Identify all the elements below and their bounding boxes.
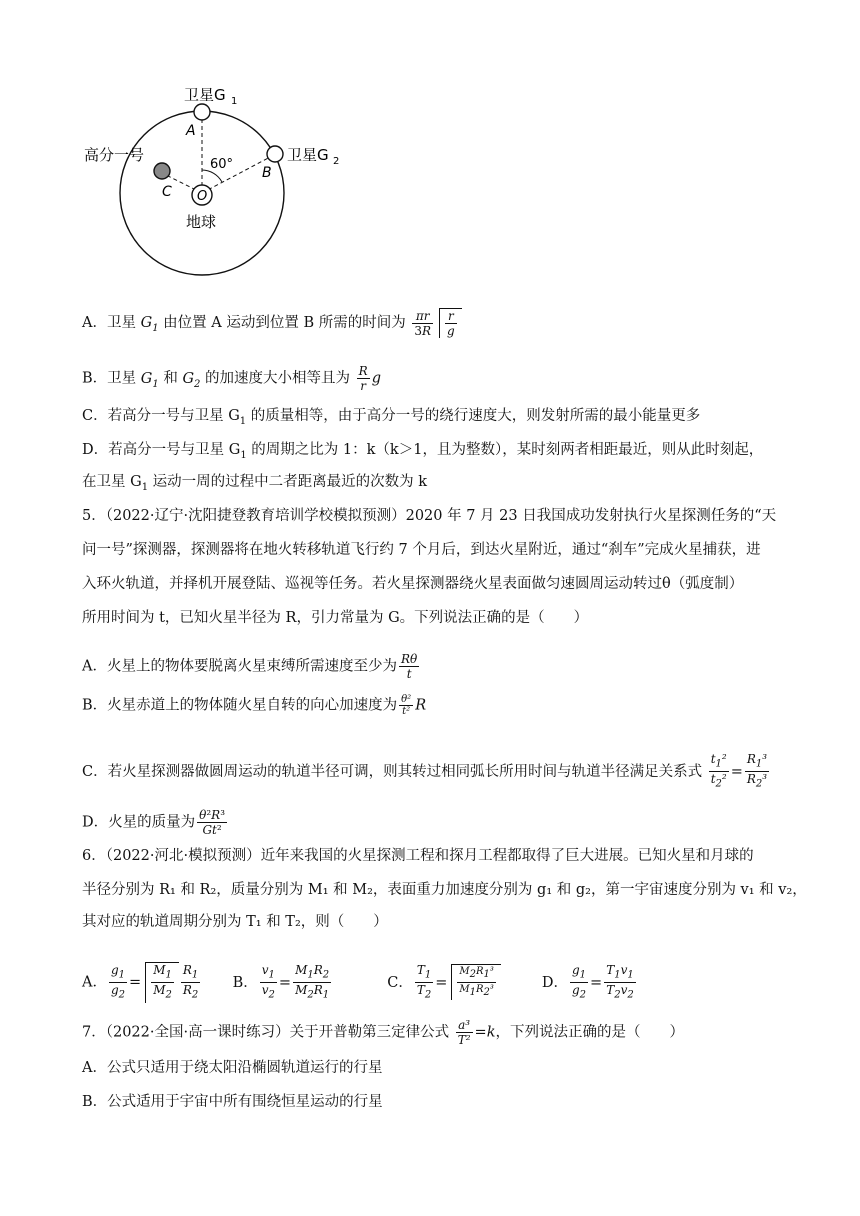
q4-option-a: A．卫星 $G_1$ 由位置 A 运动到位置 B 所需的时间为 $\frac{\pi r}{3R}$ $\frac{r}{g}$: [82, 308, 462, 339]
q6-option-c: C． $\frac{T_1}{T_2}$ = $\frac{M_2R_1^3}{M_1R_2^3}$: [387, 963, 537, 1003]
q5-line-1: 5．（2022·辽宁·沈阳捷登教育培训学校模拟预测）2020 年 7 月 23 日我国成功发射执行火星探测任务的“天: [82, 508, 777, 524]
q6-line-1: 6．（2022·河北·模拟预测）近年来我国的火星探测工程和探月工程都取得了巨大进展。已知火星和月球的: [82, 848, 754, 864]
q5-option-b: B．火星赤道上的物体随火星自转的向心加速度为 $\frac{\text{θ²}}{\text{t²}}$ R: [82, 694, 427, 717]
label-g1: 卫星G: [184, 86, 226, 104]
label-a: A: [186, 123, 196, 139]
q6-line-2: 半径分别为 R₁ 和 R₂，质量分别为 M₁ 和 M₂，表面重力加速度分别为 g₁ 和 g₂，第一宇宙速度分别为 v₁ 和 v₂，: [82, 882, 807, 898]
satellite-g1: [194, 104, 210, 120]
q5-line-4: 所用时间为 t，已知火星半径为 R，引力常量为 G。下列说法正确的是（ ）: [82, 610, 589, 626]
label-o: O: [197, 189, 208, 204]
formula-fraction: $\frac{\pi r}{3R}$: [414, 308, 432, 338]
label-earth: 地球: [186, 213, 217, 231]
q6-option-a: A． $\frac{g_1}{g_2}$ = $\frac{M_1}{M_2}$ $\frac{R_1}{R_2}$: [82, 962, 199, 1001]
label-gaofen: 高分一号: [84, 146, 145, 164]
label-g2: 卫星G: [287, 146, 329, 164]
q5-line-3: 入环火轨道，并择机开展登陆、巡视等任务。若火星探测器绕火星表面做匀速圆周运动转过θ（弧度制）: [82, 576, 744, 592]
q5-option-d: D．火星的质量为 $\frac{\text{θ²R³}}{\text{Gt²}}$: [82, 808, 226, 837]
label-g1-sub: 1: [231, 96, 238, 107]
q6-options: [82, 962, 682, 1003]
q6-line-3: 其对应的轨道周期分别为 T₁ 和 T₂，则（ ）: [82, 914, 388, 930]
q6-option-b: B． $\frac{v_1}{v_2}$ = $\frac{M_1R_2}{M_2R_1}$: [232, 962, 330, 1001]
orbit-diagram: [80, 78, 340, 288]
label-b: B: [262, 165, 272, 181]
gaofen-satellite: [154, 163, 170, 179]
q7-line-1: 7．（2022·全国·高一课时练习）关于开普勒第三定律公式 $\frac{\text{a³}}{\text{T²}}$ =k，下列说法正确的是（ ）: [82, 1018, 684, 1047]
q4-option-b: B．卫星 $G_1$ 和 $G_2$ 的加速度大小相等且为 $\frac{R}{r}$ g: [82, 364, 381, 393]
q5-option-c: C．若火星探测器做圆周运动的轨道半径可调，则其转过相同弧长所用时间与轨道半径满足关系式 $\frac{t_1^2}{t_2^2}$ = $\frac{R_1^3}{R_2^3}$: [82, 752, 768, 790]
q4-option-c: C．若高分一号与卫星 $G_1$ 的质量相等，由于高分一号的绕行速度大，则发射所需的最小能量更多: [82, 408, 701, 427]
q7-option-a: A．公式只适用于绕太阳沿椭圆轨道运行的行星: [82, 1060, 383, 1076]
label-g2-sub: 2: [333, 156, 340, 167]
formula-fraction: $\frac{R}{r}$: [358, 364, 368, 393]
q5-line-2: 问一号”探测器，探测器将在地火转移轨道飞行约 7 个月后，到达火星附近，通过“刹车”完成火星捕获，进: [82, 542, 761, 558]
q4-option-d-line2: 在卫星 $G_1$ 运动一周的过程中二者距离最近的次数为 k: [82, 474, 428, 493]
satellite-g2: [267, 146, 283, 162]
q5-option-a: A．火星上的物体要脱离火星束缚所需速度至少为 $\frac{R\theta}{t}$: [82, 652, 418, 681]
formula-sqrt: $\frac{r}{g}$: [439, 308, 462, 338]
label-c: C: [162, 184, 172, 200]
q4-option-d-line1: D．若高分一号与卫星 $G_1$ 的周期之比为 1：k（k＞1，且为整数），某时刻两者相距最近，则从此时刻起，: [82, 442, 764, 461]
q6-option-d: D． $\frac{g_1}{g_2}$ = $\frac{T_1v_1}{T_2v_2}$: [541, 962, 634, 1001]
q7-option-b: B．公式适用于宇宙中所有围绕恒星运动的行星: [82, 1094, 383, 1110]
label-angle: 60°: [210, 157, 234, 172]
